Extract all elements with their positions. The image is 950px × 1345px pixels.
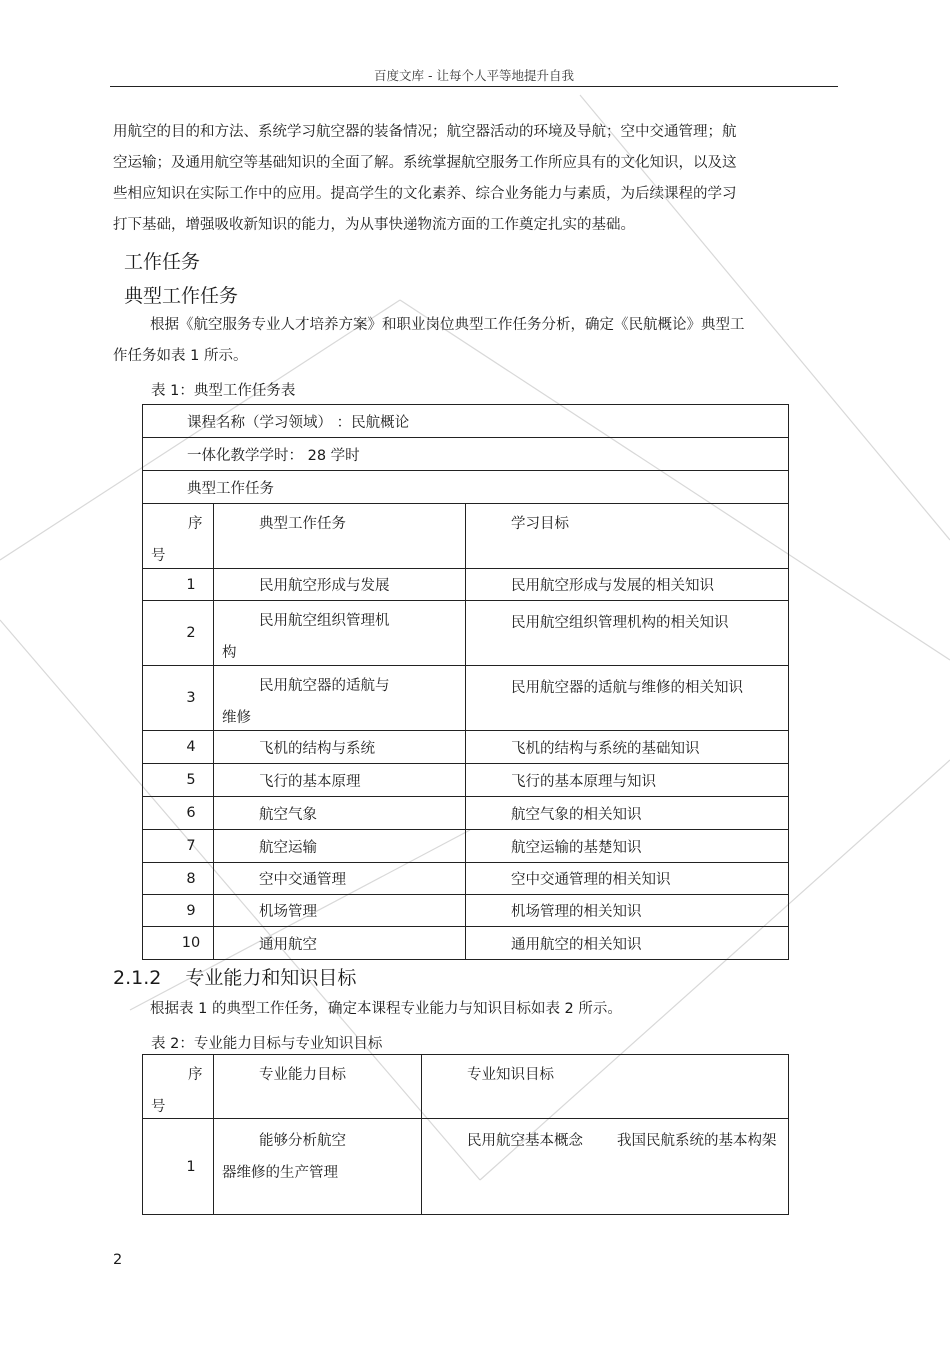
table2-intro-paragraph: 根据表 1 的典型工作任务，确定本课程专业能力与知识目标如表 2 所示。 (150, 1001, 622, 1017)
ability-header-cell: 专业能力目标 (214, 1055, 422, 1119)
row-task: 飞行的基本原理 (214, 764, 466, 797)
knowledge-item: 我国民航系统的基本构架 (617, 1133, 777, 1149)
table-row (143, 895, 789, 927)
section-title: 专业能力和知识目标 (185, 967, 357, 989)
knowledge-item: 民用航空基本概念 (467, 1133, 583, 1149)
table-row (143, 797, 789, 830)
section-heading-212 (113, 963, 356, 990)
page-header: 百度文库 - 让每个人平等地提升自我 (374, 68, 574, 83)
para-line: 根据《航空服务专业人才培养方案》和职业岗位典型工作任务分析，确定《民航概论》典型工 (150, 317, 745, 333)
hours-cell: 一体化教学学时： 28 学时 (143, 438, 789, 471)
row-task (214, 601, 466, 666)
row-number: 4 (143, 731, 214, 764)
table1-caption: 表 1：典型工作任务表 (151, 383, 296, 399)
row-goal: 通用航空的相关知识 (466, 927, 789, 960)
row-goal: 航空运输的基楚知识 (466, 830, 789, 863)
row-goal: 飞行的基本原理与知识 (466, 764, 789, 797)
row-ability-line2: 器维修的生产管理 (222, 1165, 338, 1181)
ability-knowledge-table (142, 1054, 789, 1215)
intro-paragraph (113, 117, 763, 241)
seq-header-cell (143, 1055, 214, 1119)
row-task: 机场管理 (214, 895, 466, 927)
row-knowledge (422, 1119, 789, 1215)
row-task: 飞机的结构与系统 (214, 731, 466, 764)
row-ability-line1: 能够分析航空 (259, 1133, 346, 1149)
row-number: 9 (143, 895, 214, 927)
row-number: 6 (143, 797, 214, 830)
table-row (143, 569, 789, 601)
intro-line: 空运输；及通用航空等基础知识的全面了解。系统掌握航空服务工作所应具有的文化知识，以及这 (113, 155, 737, 171)
table-row (143, 601, 789, 666)
row-goal: 民用航空组织管理机构的相关知识 (466, 601, 789, 666)
knowledge-header-cell: 专业知识目标 (422, 1055, 789, 1119)
course-name-cell: 课程名称（学习领域） ：民航概论 (143, 405, 789, 438)
row-task: 航空气象 (214, 797, 466, 830)
section-number: 2.1.2 (113, 967, 162, 989)
heading-typical-tasks: 典型工作任务 (124, 285, 239, 307)
row-task-line1: 民用航空组织管理机 (259, 613, 390, 629)
table2-caption: 表 2：专业能力目标与专业知识目标 (151, 1036, 383, 1052)
table-row (143, 927, 789, 960)
row-ability (214, 1119, 422, 1215)
row-number: 7 (143, 830, 214, 863)
row-number: 5 (143, 764, 214, 797)
row-goal: 飞机的结构与系统的基础知识 (466, 731, 789, 764)
row-task: 空中交通管理 (214, 863, 466, 895)
intro-line: 打下基础，增强吸收新知识的能力，为从事快递物流方面的工作奠定扎实的基础。 (113, 217, 635, 233)
seq-header-bottom: 号 (151, 1099, 166, 1115)
row-number: 1 (143, 1119, 214, 1215)
row-task-line2: 构 (222, 645, 237, 661)
row-number: 2 (143, 601, 214, 666)
row-task: 航空运输 (214, 830, 466, 863)
seq-header-top: 序 (188, 1067, 203, 1083)
table-row (143, 666, 789, 731)
header-rule (110, 86, 838, 87)
table-row (143, 830, 789, 863)
heading-work-tasks: 工作任务 (124, 251, 201, 273)
row-goal: 空中交通管理的相关知识 (466, 863, 789, 895)
row-number: 10 (143, 927, 214, 960)
task-header-cell: 典型工作任务 (214, 504, 466, 569)
row-task: 民用航空形成与发展 (214, 569, 466, 601)
page-number: 2 (113, 1252, 123, 1268)
row-goal: 民用航空器的适航与维修的相关知识 (466, 666, 789, 731)
table1-intro-paragraph (113, 310, 763, 372)
table-row (143, 731, 789, 764)
section-cell: 典型工作任务 (143, 471, 789, 504)
intro-line: 用航空的目的和方法、系统学习航空器的装备情况；航空器活动的环境及导航；空中交通管理；航 (113, 124, 737, 140)
table-row (143, 764, 789, 797)
seq-header-bottom: 号 (151, 548, 166, 564)
seq-header-top: 序 (188, 516, 203, 532)
row-task-line2: 维修 (222, 710, 251, 726)
row-task-line1: 民用航空器的适航与 (259, 678, 390, 694)
row-number: 1 (143, 569, 214, 601)
table-row (143, 1119, 789, 1215)
para-line: 作任务如表 1 所示。 (113, 348, 248, 364)
row-goal: 民用航空形成与发展的相关知识 (466, 569, 789, 601)
row-task: 通用航空 (214, 927, 466, 960)
row-goal: 机场管理的相关知识 (466, 895, 789, 927)
row-number: 8 (143, 863, 214, 895)
seq-header-cell (143, 504, 214, 569)
goal-header-cell: 学习目标 (466, 504, 789, 569)
row-task (214, 666, 466, 731)
row-goal: 航空气象的相关知识 (466, 797, 789, 830)
table-row (143, 863, 789, 895)
row-number: 3 (143, 666, 214, 731)
intro-line: 些相应知识在实际工作中的应用。提高学生的文化素养、综合业务能力与素质，为后续课程的学习 (113, 186, 737, 202)
typical-tasks-table (142, 404, 789, 960)
